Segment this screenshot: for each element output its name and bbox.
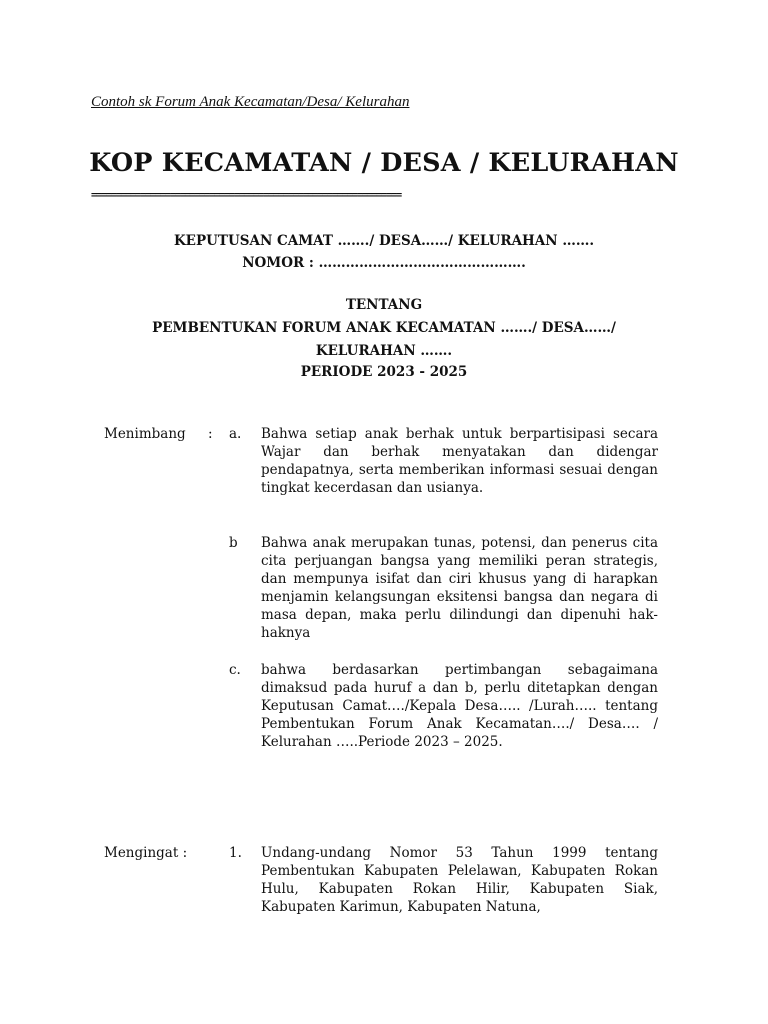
about-heading: TENTANG [345,297,423,313]
menimbang-label: Menimbang [104,426,186,442]
decision-title: KEPUTUSAN CAMAT ……./ DESA……/ KELURAHAN ……. [173,233,595,249]
period-line: PERIODE 2023 - 2025 [300,364,468,380]
template-note: Contoh sk Forum Anak Kecamatan/Desa/ Kelurahan [91,94,410,110]
menimbang-point-b: Bahwa anak merupakan tunas, potensi, dan penerus cita cita perjuangan bangsa yang memiliki peran strategis, dan mempunya isifat dan ciri khusus yang di harapkan menjamin kelangsungan eksitensi bangsa dan negara di masa depan, maka perlu dilindungi dan dipenuhi hak-haknya [261,535,658,642]
menimbang-colon: : [208,426,213,442]
subject-line-2: KELURAHAN ……. [315,343,453,359]
mengingat-label: Mengingat : [104,845,188,861]
menimbang-point-c: bahwa berdasarkan pertimbangan sebagaimana dimaksud pada huruf a dan b, perlu ditetapkan dengan Keputusan Camat…./Kepala Desa….. /Lurah….. tentang Pembentukan Forum Anak Kecamatan…./ Desa…. / Kelurahan …..Periode 2023 – 2025. [261,662,658,751]
subject-line-1: PEMBENTUKAN FORUM ANAK KECAMATAN ……./ DESA……/ [152,320,616,336]
menimbang-marker-c: c. [229,662,241,678]
letterhead-divider: =============================================================== [91,190,401,201]
menimbang-point-a: Bahwa setiap anak berhak untuk berpartisipasi secara Wajar dan berhak menyatakan dan didengar pendapatnya, serta memberikan informasi sesuai dengan tingkat kecerdasan dan usianya. [261,426,658,497]
decision-number: NOMOR : ………………………………………. [242,255,526,271]
mengingat-point-1: Undang-undang Nomor 53 Tahun 1999 tentang Pembentukan Kabupaten Pelelawan, Kabupaten Rokan Hulu, Kabupaten Rokan Hilir, Kabupaten Siak, Kabupaten Karimun, Kabupaten Natuna, [261,845,658,916]
letterhead-title: KOP KECAMATAN / DESA / KELURAHAN [89,148,679,178]
menimbang-marker-b: b [229,535,238,551]
menimbang-marker-a: a. [229,426,242,442]
mengingat-marker-1: 1. [229,845,242,861]
